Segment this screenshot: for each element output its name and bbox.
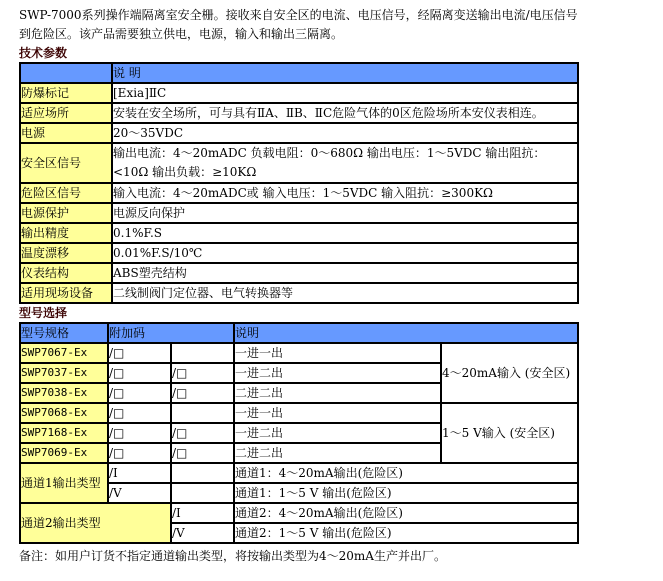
model-heading: 型号选择 <box>19 306 68 320</box>
header-cell <box>21 64 111 82</box>
table-row <box>21 284 577 302</box>
desc-cell: 二进二出 <box>235 444 440 462</box>
table-row <box>21 224 577 242</box>
code-cell: /□ <box>172 424 233 442</box>
code-cell: /□ <box>109 424 170 442</box>
code-cell: /□ <box>172 444 233 462</box>
channel1-label: 通道1输出类型 <box>21 464 107 502</box>
table-header <box>21 64 577 82</box>
desc-cell: 一进一出 <box>235 404 440 422</box>
code-cell: /□ <box>172 384 233 402</box>
model-cell: SWP7038-Ex <box>21 384 107 402</box>
channel2-label: 通道2输出类型 <box>21 504 170 542</box>
table-row <box>21 104 577 122</box>
row-value: 输出电流：4～20mADC 负载电阻：0～680Ω 输出电压：1～5VDC 输出阻抗：<10Ω 输出负载：≥10KΩ <box>113 144 577 182</box>
header-cell: 说明 <box>235 324 577 342</box>
code-cell: /V <box>109 484 170 502</box>
code-cell: /I <box>109 464 170 482</box>
row-label: 输出精度 <box>21 224 111 242</box>
tech-heading: 技术参数 <box>19 46 68 60</box>
model-cell: SWP7037-Ex <box>21 364 107 382</box>
row-label: 安全区信号 <box>21 144 111 182</box>
desc-cell: 通道1：4～20mA输出(危险区) <box>235 464 577 482</box>
row-label: 电源保护 <box>21 204 111 222</box>
row-label: 适用现场设备 <box>21 284 111 302</box>
row-label: 危险区信号 <box>21 184 111 202</box>
table-row <box>21 184 577 202</box>
table-row <box>21 124 577 142</box>
code-cell <box>172 404 233 422</box>
row-value: 二线制阀门定位器、电气转换器等 <box>113 284 577 302</box>
row-value: ABS塑壳结构 <box>113 264 577 282</box>
row-value: 0.01%F.S/10℃ <box>113 244 577 262</box>
code-cell: /□ <box>109 344 170 362</box>
model-cell: SWP7168-Ex <box>21 424 107 442</box>
table-row <box>21 404 577 422</box>
row-value: 输入电流：4～20mADC或 输入电压：1～5VDC 输入阻抗：≥300KΩ <box>113 184 577 202</box>
row-label: 适应场所 <box>21 104 111 122</box>
group-cell: 4～20mA输入 (安全区) <box>442 344 577 402</box>
header-cell: 附加码 <box>109 324 233 342</box>
desc-cell: 通道2：1～5 V 输出(危险区) <box>235 524 577 542</box>
desc-cell: 一进二出 <box>235 364 440 382</box>
desc-cell: 二进二出 <box>235 384 440 402</box>
row-value: 安装在安全场所，可与具有ⅡA、ⅡB、ⅡC危险气体的0区危险场所本安仪表相连。 <box>113 104 577 122</box>
code-cell: /□ <box>109 384 170 402</box>
empty-cell <box>172 484 233 502</box>
table-header <box>21 324 577 342</box>
code-cell: /□ <box>172 364 233 382</box>
table-row <box>21 244 577 262</box>
row-label: 电源 <box>21 124 111 142</box>
table-row <box>21 504 577 522</box>
row-value: 20～35VDC <box>113 124 577 142</box>
table-row <box>21 464 577 482</box>
desc-cell: 通道2：4～20mA输出(危险区) <box>235 504 577 522</box>
header-cell: 说 明 <box>113 64 577 82</box>
table-row <box>21 204 577 222</box>
desc-cell: 通道1：1～5 V 输出(危险区) <box>235 484 577 502</box>
table-row <box>21 264 577 282</box>
model-cell: SWP7067-Ex <box>21 344 107 362</box>
code-cell: /I <box>172 504 233 522</box>
desc-cell: 一进二出 <box>235 424 440 442</box>
row-label: 温度漂移 <box>21 244 111 262</box>
code-cell: /□ <box>109 364 170 382</box>
intro-text: SWP-7000系列操作端隔离室安全栅。接收来自安全区的电流、电压信号，经隔离变送输出电流/电压信号到危险区。该产品需要独立供电，电源，输入和输出三隔离。 <box>19 8 578 41</box>
row-value: 电源反向保护 <box>113 204 577 222</box>
row-value: [Exia]ⅡC <box>113 84 577 102</box>
model-cell: SWP7069-Ex <box>21 444 107 462</box>
model-table <box>19 322 579 544</box>
page <box>19 6 579 566</box>
code-cell: /V <box>172 524 233 542</box>
model-cell: SWP7068-Ex <box>21 404 107 422</box>
desc-cell: 一进一出 <box>235 344 440 362</box>
empty-cell <box>172 464 233 482</box>
code-cell: /□ <box>109 444 170 462</box>
row-label: 防爆标记 <box>21 84 111 102</box>
row-label: 仪表结构 <box>21 264 111 282</box>
tech-table <box>19 62 579 304</box>
table-row <box>21 144 577 182</box>
table-row <box>21 84 577 102</box>
group-cell: 1～5 V输入 (安全区) <box>442 404 577 462</box>
header-cell: 型号规格 <box>21 324 107 342</box>
table-row <box>21 344 577 362</box>
row-value: 0.1%F.S <box>113 224 577 242</box>
code-cell: /□ <box>109 404 170 422</box>
code-cell <box>172 344 233 362</box>
note-text: 备注：如用户订货不指定通道输出类型，将按输出类型为4～20mA生产并出厂。 <box>19 549 446 563</box>
